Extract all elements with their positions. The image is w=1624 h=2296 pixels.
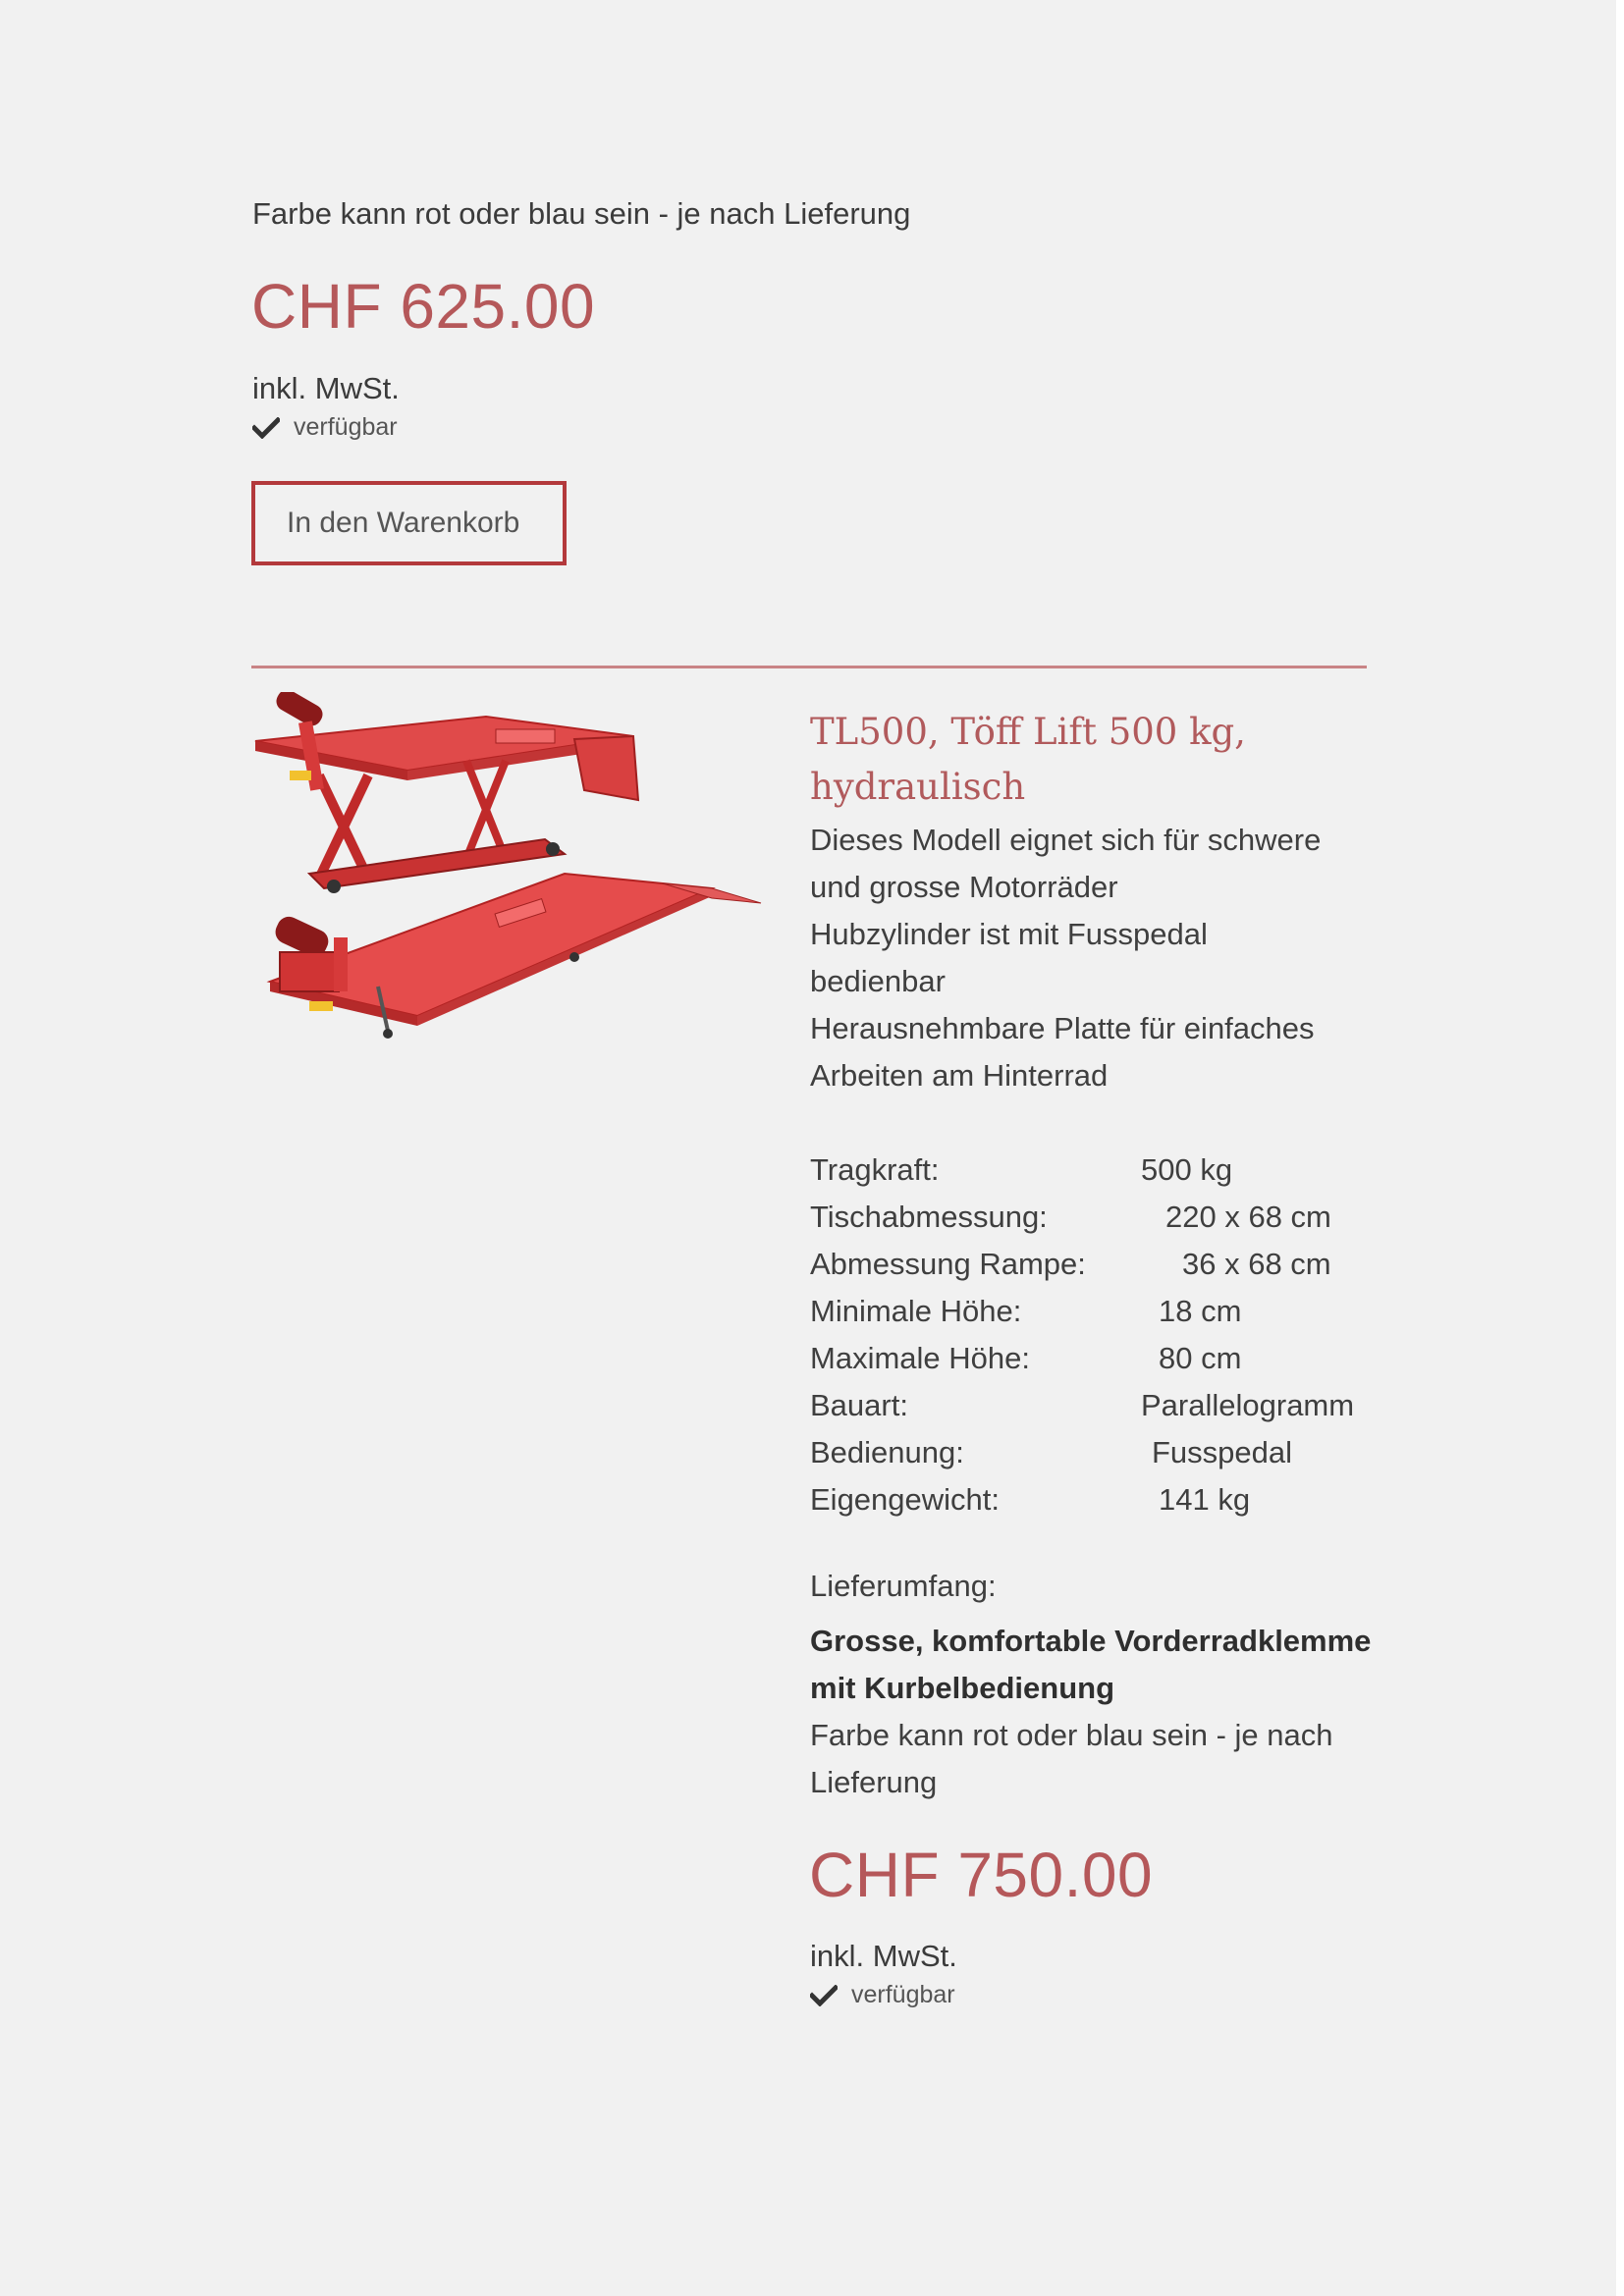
spec-value: Parallelogramm bbox=[1141, 1388, 1355, 1422]
scope-line: mit Kurbelbedienung bbox=[810, 1671, 1114, 1705]
delivery-scope-items bbox=[810, 1618, 1399, 1712]
delivery-scope-label: Lieferumfang: bbox=[810, 1569, 997, 1603]
product-title-line1: TL500, Töff Lift 500 kg, bbox=[810, 711, 1246, 753]
checkmark-icon bbox=[252, 417, 280, 439]
spec-value: 36 x 68 cm bbox=[1182, 1247, 1331, 1281]
checkmark-icon bbox=[810, 1985, 838, 2006]
spec-table bbox=[810, 1147, 1380, 1523]
description-line: Dieses Modell eignet sich für schwere bbox=[810, 823, 1322, 857]
spec-label: Bauart: bbox=[810, 1388, 908, 1422]
spec-value: 18 cm bbox=[1159, 1294, 1242, 1328]
lift-lowered-view bbox=[270, 874, 761, 1039]
spec-row-weight bbox=[810, 1476, 1380, 1523]
add-to-cart-button[interactable]: In den Warenkorb bbox=[251, 481, 567, 565]
description-line: Hubzylinder ist mit Fusspedal bbox=[810, 917, 1208, 951]
product-image-lift bbox=[250, 692, 781, 1065]
product-title-line2: hydraulisch bbox=[810, 766, 1026, 808]
spec-label: Minimale Höhe: bbox=[810, 1294, 1022, 1328]
description-line: und grosse Motorräder bbox=[810, 870, 1118, 904]
availability-text: verfügbar bbox=[294, 413, 398, 441]
section-divider bbox=[251, 666, 1367, 668]
spec-label: Tischabmessung: bbox=[810, 1200, 1048, 1234]
price-top: CHF 625.00 bbox=[251, 271, 596, 342]
spec-label: Eigengewicht: bbox=[810, 1482, 1001, 1517]
description-line: Herausnehmbare Platte für einfaches bbox=[810, 1011, 1315, 1045]
scope-note-line: Lieferung bbox=[810, 1765, 938, 1799]
spec-value: Fusspedal bbox=[1152, 1435, 1293, 1469]
spec-value: 220 x 68 cm bbox=[1165, 1200, 1331, 1234]
spec-row-operation bbox=[810, 1429, 1380, 1476]
spec-value: 141 kg bbox=[1159, 1482, 1251, 1517]
product-description bbox=[810, 817, 1380, 1099]
description-line: bedienbar bbox=[810, 964, 946, 998]
spec-row-table-size bbox=[810, 1194, 1380, 1241]
spec-label: Maximale Höhe: bbox=[810, 1341, 1030, 1375]
page-edge bbox=[1616, 0, 1624, 2296]
spec-row-max-height bbox=[810, 1335, 1380, 1382]
color-note-product bbox=[810, 1712, 1399, 1806]
spec-row-min-height bbox=[810, 1288, 1380, 1335]
spec-label: Tragkraft: bbox=[810, 1152, 940, 1187]
spec-row-construction bbox=[810, 1382, 1380, 1429]
spec-value: 500 kg bbox=[1141, 1152, 1233, 1187]
lift-raised-view bbox=[255, 692, 638, 893]
availability-text: verfügbar bbox=[851, 1981, 955, 2008]
description-line: Arbeiten am Hinterrad bbox=[810, 1058, 1109, 1093]
scope-note-line: Farbe kann rot oder blau sein - je nach bbox=[810, 1718, 1333, 1752]
vat-note-top: inkl. MwSt. bbox=[252, 371, 400, 405]
scope-line: Grosse, komfortable Vorderradklemme bbox=[810, 1624, 1372, 1658]
spec-value: 80 cm bbox=[1159, 1341, 1242, 1375]
spec-label: Bedienung: bbox=[810, 1435, 964, 1469]
spec-label: Abmessung Rampe: bbox=[810, 1247, 1086, 1281]
availability bbox=[810, 1981, 955, 2009]
spec-row-ramp-size bbox=[810, 1241, 1380, 1288]
color-note: Farbe kann rot oder blau sein - je nach Lieferung bbox=[252, 196, 911, 231]
product-title bbox=[810, 705, 1360, 815]
availability-top bbox=[252, 413, 398, 442]
vat-note: inkl. MwSt. bbox=[810, 1939, 957, 1973]
product-price: CHF 750.00 bbox=[809, 1840, 1154, 1910]
spec-row-load-capacity bbox=[810, 1147, 1380, 1194]
